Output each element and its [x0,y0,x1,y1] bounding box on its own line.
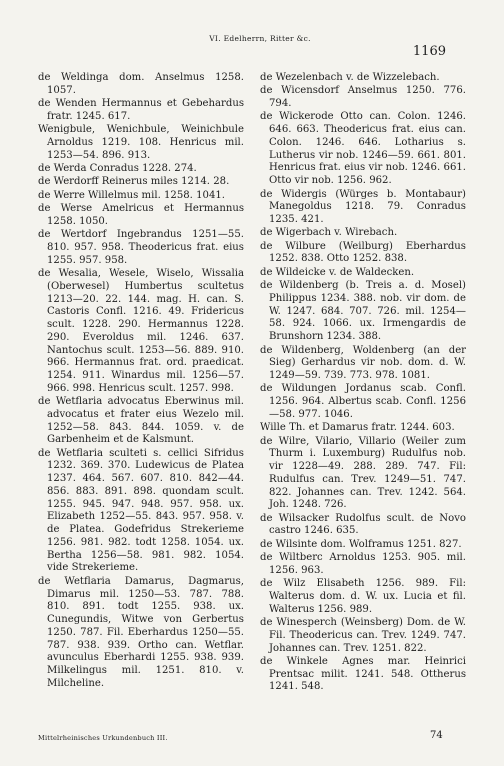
index-entry: de Wildungen Jordanus scab. Confl. 1256. 964. Albertus scab. Confl. 1256—58. 977. 1046. [260,383,466,420]
index-entry: de Wetflaria Damarus, Dagmarus, Dimarus mil. 1250—53. 787. 788. 810. 891. todt 1255. 938. ux. Cunegundis, Witwe von Gerbertus 1250. 787. Fil. Eberhardus 1250—55. 787. 938. 939. Ortho can. Wetflar. avunculus Eberhardi 1255. 938. 939. Milkelingus mil. 1251. 810. v. Milcheline. [38,575,244,689]
index-entry: de Wilre, Vilario, Villario (Weiler zum Thurm i. Luxemburg) Rudulfus nob. vir 1228—49. 288. 289. 747. Fil: Rudulfus can. Trev. 1249—51. 747. 822. Johannes can. Trev. 1242. 564. Joh. 1248. 726. [260,435,466,511]
index-entry: de Wildenberg (b. Treis a. d. Mosel) Philippus 1234. 388. nob. vir dom. de W. 1247. 684. 707. 726. mil. 1254—58. 924. 1066. ux. Irmengardis de Brunshorn 1234. 388. [260,280,466,343]
index-entry: de Wetflaria advocatus Eberwinus mil. advocatus et frater eius Wezelo mil. 1252—58. 843. 844. 1059. v. de Garbenheim et de Kalsmunt. [38,396,244,446]
index-entry: de Wicensdorf Anselmus 1250. 776. 794. [260,85,466,110]
index-entry: de Wenden Hermannus et Gebehardus fratr. 1245. 617. [38,98,244,122]
index-entry: Wenigbule, Wenichbule, Weinichbule Arnoldus 1219. 108. Henricus mil. 1253—54. 896. 913. [38,124,244,161]
index-entry: de Wilbure (Weilburg) Eberhardus 1252. 838. Otto 1252. 838. [260,240,466,265]
index-entry: de Wertdorf Ingebrandus 1251—55. 810. 957. 958. Theodericus frat. eius 1255. 957. 958. [38,229,244,266]
index-entry: de Werse Amelricus et Hermannus 1258. 1050. [38,203,244,227]
left-column [38,72,244,691]
index-entry: de Wilsacker Rudolfus scult. de Novo castro 1246. 635. [260,512,466,537]
index-entry: de Winesperch (Weinsberg) Dom. de W. Fil. Theodericus can. Trev. 1249. 747. Johannes can. Trev. 1251. 822. [260,617,466,654]
index-entry: Wille Th. et Damarus fratr. 1244. 603. [260,422,455,434]
index-entry: de Werdorff Reinerus miles 1214. 28. [38,176,230,188]
running-head: VI. Edelherrn, Ritter &c. [209,34,311,43]
index-entry: de Wickerode Otto can. Colon. 1246. 646. 663. Theodericus frat. eius can. Colon. 1246. 646. Lotharius s. Lutherus vir nob. 1246—59. 661. 801. Henricus frat. eius vir nob. 1246. 661. Otto vir nob. 1256. 962. [260,111,466,187]
right-column [260,72,466,695]
index-entry: de Wetflaria sculteti s. cellici Sifridus 1232. 369. 370. Ludewicus de Platea 1237. 464. 567. 607. 810. 842—44. 856. 883. 891. 898. quondam scult. 1255. 945. 947. 948. 957. 958. ux. Elizabeth 1252—55. 843. 957. 958. v. de Platea. Godefridus Strekerieme 1256. 981. 982. todt 1258. 1054. ux. Bertha 1256—58. 981. 982. 1054. vide Strekerieme. [38,447,244,574]
signature-mark: 74 [430,730,443,741]
index-entry: de Wildeicke v. de Waldecken. [260,266,415,278]
index-entry: de Wezelenbach v. de Wizzelebach. [260,72,440,83]
index-entry: de Werre Willelmus mil. 1258. 1041. [38,189,225,201]
page-number: 1169 [412,44,446,59]
index-entry: de Wilsinte dom. Wolframus 1251. 827. [260,538,462,550]
index-entry: de Winkele Agnes mar. Heinrici Prentsac milit. 1241. 548. Ottherus 1241. 548. [260,655,466,693]
index-entry: de Wesalia, Wesele, Wiselo, Wissalia (Oberwesel) Humbertus scultetus 1213—20. 22. 144. mag. H. can. S. Castoris Confl. 1216. 49. Fridericus scult. 1228. 290. Hermannus 1228. 290. Everoldus mil. 1246. 637. Nantochus scult. 1253—56. 889. 910. 966. Hermannus frat. ord. praedicat. 1254. 911. Winardus mil. 1256—57. 966. 998. Henricus scult. 1257. 998. [38,268,244,394]
index-entry: de Widergis (Würges b. Montabaur) Manegoldus 1218. 79. Conradus 1235. 421. [260,188,466,226]
index-entry: de Werda Conradus 1228. 274. [38,163,197,175]
index-entry: de Wigerbach v. Wirebach. [260,227,398,239]
index-entry: de Wiltberc Arnoldus 1253. 905. mil. 1256. 963. [260,552,466,576]
index-entry: de Weldinga dom. Anselmus 1258. 1057. [38,72,244,96]
index-entry: de Wilz Elisabeth 1256. 989. Fil: Walterus dom. d. W. ux. Lucia et fil. Walterus 1256. 989. [260,578,466,615]
index-entry: de Wildenberg, Woldenberg (an der Sieg) Gerhardus vir nob. dom. d. W. 1249—59. 739. 773. 978. 1081. [260,344,466,381]
footer-source: Mittelrheinisches Urkundenbuch III. [38,734,168,742]
